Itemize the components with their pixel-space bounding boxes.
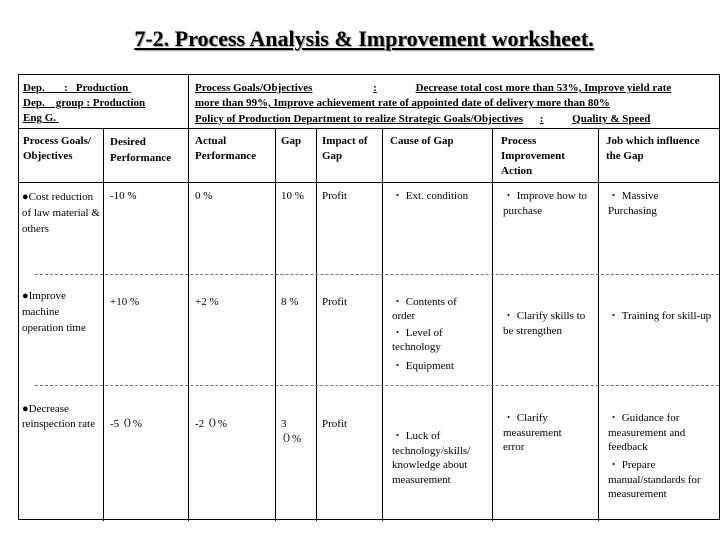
row3-cause-1: ・ Luck of technology/skills/ knowledge about measurement xyxy=(392,430,471,486)
col-line-6 xyxy=(492,129,493,521)
goals-text-1: Decrease total cost more than 53%, Improve yield rate xyxy=(415,82,672,94)
page-title: 7-2. Process Analysis & Improvement worksheet. xyxy=(134,26,594,51)
col-line-7 xyxy=(598,129,599,521)
row1-action-1: ・ Improve how to purchase xyxy=(503,190,588,217)
row3-gap: 3 ０% xyxy=(281,418,302,445)
row2-actual: +2 % xyxy=(195,296,219,308)
col-header-impact: Impact of Gap xyxy=(322,135,368,162)
policy-line xyxy=(195,112,650,127)
col-line-4 xyxy=(316,129,317,521)
row2-gap: 8 % xyxy=(281,296,299,308)
col-line-5 xyxy=(382,129,383,521)
goals-colon: : xyxy=(373,82,377,94)
col-header-actual: Actual Performance xyxy=(195,135,257,162)
worksheet-table xyxy=(18,74,720,520)
row-divider-2 xyxy=(35,385,719,386)
row3-desired: -5 ０% xyxy=(110,418,143,430)
dep-line-1: Dep. : Production xyxy=(23,82,131,94)
dep-line-3: Eng G. xyxy=(23,112,59,124)
row3-actual: -2 ０% xyxy=(195,418,228,430)
column-header-divider xyxy=(19,182,719,183)
col-header-cause: Cause of Gap xyxy=(390,135,454,147)
col-line-1 xyxy=(103,129,104,521)
goals-text-2: more than 99%, Improve achievement rate of appointed date of delivery more than 80% xyxy=(195,97,610,109)
row3-action-1: ・ Clarify measurement error xyxy=(503,412,562,453)
policy-value: Quality & Speed xyxy=(572,113,651,125)
policy-colon: : xyxy=(539,113,544,125)
col-header-job: Job which influence the Gap xyxy=(606,135,700,162)
row-divider-1 xyxy=(35,274,719,275)
row3-impact: Profit xyxy=(322,418,348,430)
row1-gap: 10 % xyxy=(281,190,304,202)
row1-actual: 0 % xyxy=(195,190,213,202)
header-divider xyxy=(19,128,719,129)
row2-cause-1: ・ Contents of order xyxy=(392,296,457,322)
row1-goal: ●Cost reduction of law material & others xyxy=(22,191,100,235)
row2-desired: +10 % xyxy=(110,296,140,308)
col-header-goals: Process Goals/ Objectives xyxy=(23,135,91,162)
row1-desired: -10 % xyxy=(110,190,137,202)
col-header-action: Process Improvement Action xyxy=(501,135,565,177)
policy-label: Policy of Production Department to realize Strategic Goals/Objectives xyxy=(195,113,523,125)
col-header-desired: Desired Performance xyxy=(110,136,172,164)
row1-cause-1: ・ Ext. condition xyxy=(392,190,469,202)
row1-job-1: ・ Massive Purchasing xyxy=(608,190,659,217)
row2-cause-3: ・ Equipment xyxy=(392,360,455,372)
row2-action-1: ・ Clarify skills to be strengthen xyxy=(503,310,586,337)
col-line-3 xyxy=(275,129,276,521)
dep-line-2: Dep. group : Production xyxy=(23,97,146,109)
row2-impact: Profit xyxy=(322,296,348,308)
row3-job-1: ・ Guidance for measurement and feedback xyxy=(608,412,686,453)
row1-impact: Profit xyxy=(322,190,348,202)
row3-goal: ●Decrease reinspection rate xyxy=(22,403,95,430)
col-header-gap: Gap xyxy=(281,135,302,147)
row2-job-1: ・ Training for skill-up xyxy=(608,310,712,322)
row2-cause-2: ・ Level of technology xyxy=(392,327,443,353)
header-split-line xyxy=(188,75,189,521)
row2-goal: ●Improve machine operation time xyxy=(22,290,86,334)
goals-line-1 xyxy=(195,81,671,96)
row3-job-2: ・ Prepare manual/standards for measurement xyxy=(608,459,701,500)
goals-label: Process Goals/Objectives xyxy=(195,82,313,94)
